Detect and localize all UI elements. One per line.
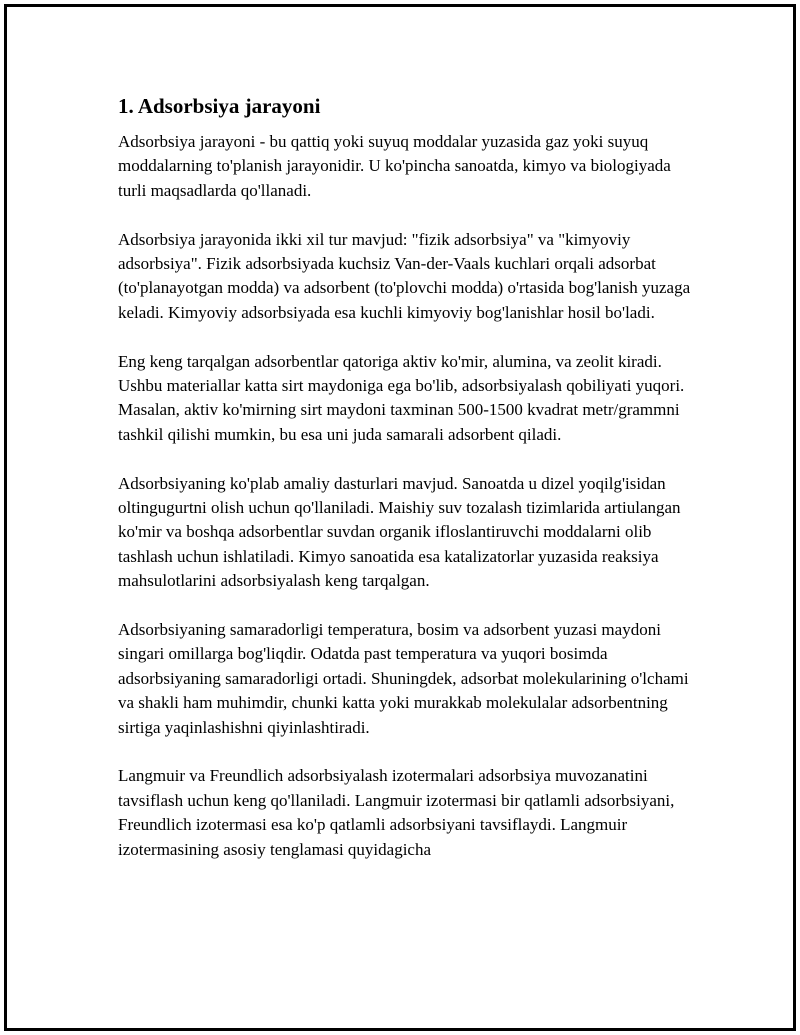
paragraph: Adsorbsiya jarayoni - bu qattiq yoki suyuq moddalar yuzasida gaz yoki suyuq moddalarning to'planish jarayonidir. U ko'pincha sanoatda, kimyo va biologiyada turli maqsadlarda qo'llanadi. (118, 132, 671, 200)
paragraph: Adsorbsiyaning ko'plab amaliy dasturlari mavjud. Sanoatda u dizel yoqilg'isidan oltingugurtni olish uchun qo'llaniladi. Maishiy suv tozalash tizimlarida artiulangan ko'mir va boshqa adsorbentlar suvdan organik ifloslantiruvchi moddalarni olib tashlash uchun ishlatiladi. Kimyo sanoatida esa katalizatorlar yuzasida reaksiya mahsulotlarini adsorbsiyalash keng tarqalgan. (118, 473, 681, 591)
paragraph: Adsorbsiya jarayonida ikki xil tur mavjud: "fizik adsorbsiya" va "kimyoviy adsorbsiya". Fizik adsorbsiyada kuchsiz Van-der-Vaals kuchlari orqali adsorbat (to'planayotgan modda) va adsorbent (to'plovchi modda) o'rtasida bog'lanish yuzaga keladi. Kimyoviy adsorbsiyada esa kuchli kimyoviy bog'lanishlar hosil bo'ladi. (118, 229, 691, 322)
paragraph: Langmuir va Freundlich adsorbsiyalash izotermalari adsorbsiya muvozanatini tavsiflash uchun keng qo'llaniladi. Langmuir izotermasi bir qatlamli adsorbsiyani, Freundlich izotermasi esa ko'p qatlamli adsorbsiyani tavsiflaydi. Langmuir izotermasining asosiy tenglamasi quyidagicha (118, 766, 675, 859)
section-heading: 1. Adsorbsiya jarayoni (118, 94, 321, 118)
document-body (118, 92, 698, 887)
paragraph: Adsorbsiyaning samaradorligi temperatura, bosim va adsorbent yuzasi maydoni singari omillarga bog'liqdir. Odatda past temperatura va yuqori bosimda adsorbsiyaning samaradorligi ortadi. Shuningdek, adsorbat molekularining o'lchami va shakli ham muhimdir, chunki katta yoki murakkab molekulalar adsorbentning sirtiga yaqinlashishni qiyinlashtiradi. (118, 620, 689, 737)
paragraph: Eng keng tarqalgan adsorbentlar qatoriga aktiv ko'mir, alumina, va zeolit kiradi. Ushbu materiallar katta sirt maydoniga ega bo'lib, adsorbsiyalash qobiliyati yuqori. Masalan, aktiv ko'mirning sirt maydoni taxminan 500-1500 kvadrat metr/grammni tashkil qilishi mumkin, bu esa uni juda samarali adsorbent qiladi. (118, 351, 685, 444)
